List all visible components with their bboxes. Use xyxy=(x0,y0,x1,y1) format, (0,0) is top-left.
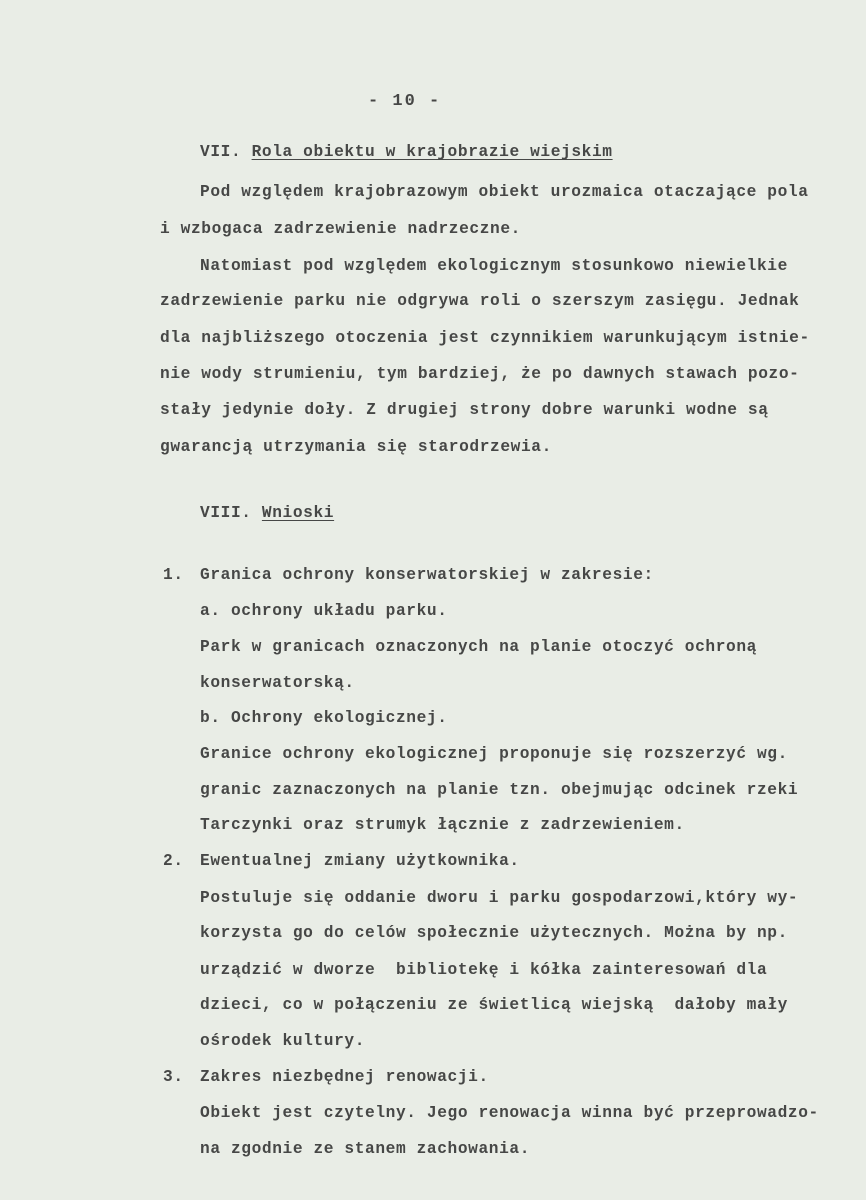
section-8-title: Wnioski xyxy=(261,504,335,522)
item-1-heading: Granica ochrony konserwatorskiej w zakresie: xyxy=(200,566,654,584)
section-7-line: zadrzewienie parku nie odgrywa roli o szerszym zasięgu. Jednak xyxy=(160,292,800,310)
section-7-number: VII. xyxy=(200,143,242,161)
section-7-heading xyxy=(200,142,613,162)
item-3-line: na zgodnie ze stanem zachowania. xyxy=(200,1140,531,1158)
section-7-line: nie wody strumieniu, tym bardziej, że po dawnych stawach pozo- xyxy=(160,365,800,383)
section-7-line: i wzbogaca zadrzewienie nadrzeczne. xyxy=(160,220,521,238)
section-7-line: Natomiast pod względem ekologicznym stosunkowo niewielkie xyxy=(200,257,788,275)
item-1-number: 1. xyxy=(163,566,184,584)
section-8-number: VIII. xyxy=(200,504,252,522)
item-1-line: Tarczynki oraz strumyk łącznie z zadrzewieniem. xyxy=(200,816,685,834)
item-2-heading: Ewentualnej zmiany użytkownika. xyxy=(200,852,520,870)
item-3-number: 3. xyxy=(163,1068,184,1086)
section-8-heading xyxy=(200,503,334,523)
item-2-line: ośrodek kultury. xyxy=(200,1032,366,1050)
section-7-line: gwarancją utrzymania się starodrzewia. xyxy=(160,438,552,456)
section-7-title: Rola obiektu w krajobrazie wiejskim xyxy=(251,143,613,161)
item-1-line: a. ochrony układu parku. xyxy=(200,602,448,620)
item-1-line: Granice ochrony ekologicznej proponuje się rozszerzyć wg. xyxy=(200,745,788,763)
section-7-line: dla najbliższego otoczenia jest czynnikiem warunkującym istnie- xyxy=(160,329,810,347)
page-number: - 10 - xyxy=(368,92,442,111)
item-2-line: Postuluje się oddanie dworu i parku gospodarzowi,który wy- xyxy=(200,889,799,907)
item-1-line: granic zaznaczonych na planie tzn. obejmując odcinek rzeki xyxy=(200,781,799,799)
item-2-line: urządzić w dworze bibliotekę i kółka zainteresowań dla xyxy=(200,961,768,979)
item-3-heading: Zakres niezbędnej renowacji. xyxy=(200,1068,489,1086)
item-2-line: korzysta go do celów społecznie użytecznych. Można by np. xyxy=(200,924,788,942)
item-1-line: b. Ochrony ekologicznej. xyxy=(200,709,448,727)
item-2-line: dzieci, co w połączeniu ze świetlicą wiejską dałoby mały xyxy=(200,996,788,1014)
item-3-line: Obiekt jest czytelny. Jego renowacja winna być przeprowadzo- xyxy=(200,1104,819,1122)
item-1-line: konserwatorską. xyxy=(200,674,355,692)
section-7-line: Pod względem krajobrazowym obiekt urozmaica otaczające pola xyxy=(200,183,809,201)
item-1-line: Park w granicach oznaczonych na planie otoczyć ochroną xyxy=(200,638,757,656)
section-7-line: stały jedynie doły. Z drugiej strony dobre warunki wodne są xyxy=(160,401,769,419)
item-2-number: 2. xyxy=(163,852,184,870)
